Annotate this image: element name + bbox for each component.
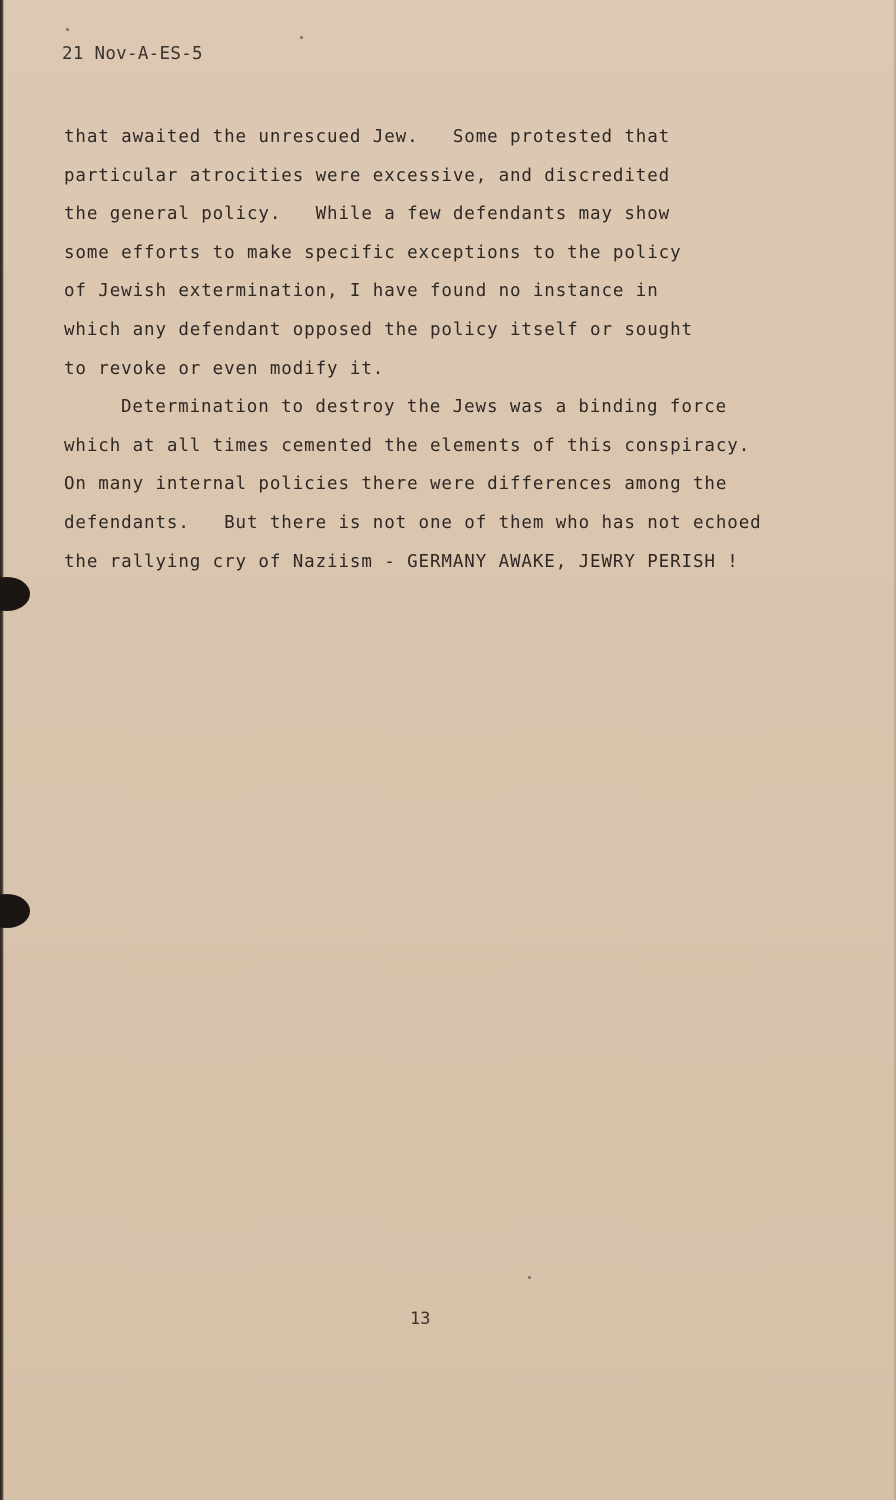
text-line: the general policy. While a few defendants may show bbox=[64, 204, 671, 225]
text-line: particular atrocities were excessive, and discredited bbox=[64, 165, 671, 186]
paragraph-2 bbox=[64, 388, 804, 581]
text-line: to revoke or even modify it. bbox=[64, 358, 385, 379]
text-line: defendants. But there is not one of them who has not echoed bbox=[64, 512, 762, 533]
paragraph-1 bbox=[64, 118, 804, 388]
text-line: the rallying cry of Naziism - GERMANY AWAKE, JEWRY PERISH ! bbox=[64, 551, 739, 572]
punch-hole-bottom bbox=[0, 894, 30, 928]
page-left-edge bbox=[0, 0, 4, 1500]
text-line: which any defendant opposed the policy itself or sought bbox=[64, 319, 693, 340]
paper-speck bbox=[528, 1276, 531, 1279]
text-line: some efforts to make specific exceptions to the policy bbox=[64, 242, 682, 263]
punch-hole-top bbox=[0, 577, 30, 611]
document-reference-code: 21 Nov-A-ES-5 bbox=[62, 44, 203, 64]
paper-speck bbox=[66, 28, 69, 31]
text-line: which at all times cemented the elements of this conspiracy. bbox=[64, 435, 751, 456]
text-line: that awaited the unrescued Jew. Some protested that bbox=[64, 127, 671, 147]
paper-speck bbox=[300, 36, 303, 39]
page-number: 13 bbox=[410, 1309, 431, 1329]
document-body bbox=[64, 118, 804, 581]
text-line: of Jewish extermination, I have found no instance in bbox=[64, 281, 659, 302]
text-line: Determination to destroy the Jews was a binding force bbox=[121, 397, 728, 418]
text-line: On many internal policies there were differences among the bbox=[64, 474, 728, 495]
